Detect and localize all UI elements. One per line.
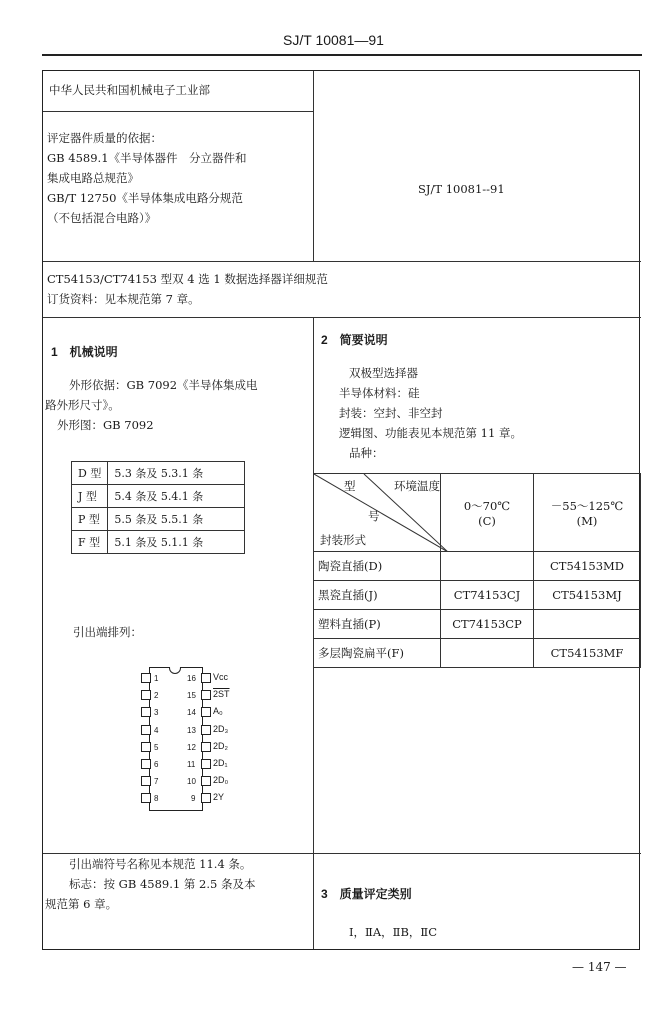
pin-pad	[141, 759, 151, 769]
variant-row	[314, 552, 641, 581]
sec2-line-3: 封装：空封、非空封	[339, 406, 443, 420]
basis-line-2: GB 4589.1《半导体器件 分立器件和	[47, 151, 247, 165]
page-number: — 147 —	[572, 960, 627, 974]
variant-m: CT54153MF	[534, 639, 641, 668]
basis-line-5: （不包括混合电路）》	[47, 211, 157, 225]
outline-type: P 型	[72, 508, 108, 531]
pin-pad	[201, 759, 211, 769]
col-m-range: －55～125℃	[550, 498, 624, 513]
pin-number: 13	[187, 725, 196, 735]
col-c-code: (C)	[478, 513, 496, 528]
outline-type: J 型	[72, 485, 108, 508]
sec1-line-3: 外形图：GB 7092	[57, 418, 154, 432]
variant-m: CT54153MJ	[534, 581, 641, 610]
sec2-line-2: 半导体材料：硅	[339, 386, 420, 400]
outline-row	[72, 462, 245, 485]
quality-classes: Ⅰ，ⅡA，ⅡB，ⅡC	[349, 925, 438, 939]
outline-type: F 型	[72, 531, 108, 554]
top-divider	[313, 71, 314, 261]
variant-c: CT74153CJ	[441, 581, 534, 610]
pin-number: 10	[187, 777, 196, 787]
basis-line-1: 评定器件质量的依据：	[47, 131, 162, 145]
variant-m: CT54153MD	[534, 552, 641, 581]
sec1-line-2: 路外形尺寸》。	[45, 398, 120, 412]
title-bottom-rule	[43, 317, 641, 318]
sec1-foot-1: 引出端符号名称见本规范 11.4 条。	[69, 857, 252, 871]
sec3-top-rule	[43, 853, 641, 854]
pin-number: 5	[154, 742, 159, 752]
pin-pad	[141, 707, 151, 717]
corner-cell	[314, 474, 441, 552]
outline-ref: 5.4 条及 5.4.1 条	[108, 485, 245, 508]
sec1-heading: 1 机械说明	[51, 345, 118, 359]
variant-row	[314, 610, 641, 639]
pin-label: 2D₂	[213, 740, 228, 751]
pin-pad	[201, 725, 211, 735]
sec2-line-5: 品种：	[349, 446, 384, 460]
outline-ref: 5.1 条及 5.1.1 条	[108, 531, 245, 554]
variant-c	[441, 639, 534, 668]
corner-temp: 环境温度	[394, 479, 440, 493]
variant-row	[314, 581, 641, 610]
pin-number: 15	[187, 691, 196, 701]
standard-code: SJ/T 10081--91	[418, 182, 505, 196]
variant-package: 塑料直插(P)	[314, 610, 441, 639]
variant-package: 黑瓷直插(J)	[314, 581, 441, 610]
outline-row	[72, 485, 245, 508]
corner-number: 号	[368, 509, 380, 523]
sec1-line-1: 外形依据：GB 7092《半导体集成电	[69, 378, 258, 392]
pin-pad	[141, 742, 151, 752]
corner-package: 封装形式	[320, 533, 366, 547]
pin-number: 6	[154, 760, 159, 769]
pin-number: 16	[187, 674, 196, 683]
basis-line-3: 集成电路总规范》	[47, 171, 139, 185]
outline-ref: 5.5 条及 5.5.1 条	[108, 508, 245, 531]
spec-title: CT54153/CT74153 型双 4 选 1 数据选择器详细规范	[47, 272, 328, 286]
pin-number: 7	[154, 777, 159, 787]
basis-line-4: GB/T 12750《半导体集成电路分规范	[47, 191, 243, 205]
variant-m	[534, 610, 641, 639]
pin-number: 1	[154, 674, 159, 683]
title-top-rule	[43, 261, 641, 262]
sec3-heading: 3 质量评定类别	[321, 887, 412, 901]
pin-number: 14	[187, 708, 196, 718]
pin-label: 2D₁	[213, 758, 228, 768]
sec2-line-1: 双极型选择器	[349, 366, 418, 380]
pin-pad	[141, 725, 151, 735]
col-m-header	[534, 474, 641, 552]
outline-row	[72, 531, 245, 554]
pin-number: 8	[154, 794, 159, 804]
pin-label: Vcc	[213, 672, 229, 682]
pin-pad	[201, 690, 211, 700]
sec1-foot-2: 标志：按 GB 4589.1 第 2.5 条及本	[69, 877, 256, 891]
variant-package: 多层陶瓷扁平(F)	[314, 639, 441, 668]
variant-c: CT74153CP	[441, 610, 534, 639]
pin-label: 2D₃	[213, 723, 229, 734]
col-c-range: 0～70℃	[463, 498, 511, 513]
sec1-foot-3: 规范第 6 章。	[45, 897, 118, 911]
variant-c	[441, 552, 534, 581]
pin-label: 2D₀	[213, 775, 229, 786]
col-c-header	[441, 474, 534, 552]
pin-label: 2Y	[213, 792, 225, 803]
pin-pad	[141, 690, 151, 700]
spec-frame	[42, 70, 640, 950]
pin-number: 4	[154, 725, 159, 735]
pin-number: 12	[187, 742, 196, 752]
outline-ref: 5.3 条及 5.3.1 条	[108, 462, 245, 485]
header-rule	[42, 54, 642, 56]
outline-table	[71, 461, 245, 554]
sec2-heading: 2 简要说明	[321, 333, 388, 347]
pin-heading: 引出端排列：	[73, 625, 142, 639]
issuer-rule	[43, 111, 313, 112]
pin-pad	[141, 776, 151, 786]
pin-label: A₀	[213, 706, 223, 717]
variant-table	[313, 473, 641, 668]
pin-pad	[201, 707, 211, 717]
pin-pad	[201, 793, 211, 803]
package-body	[149, 667, 203, 811]
pin-pad	[201, 673, 211, 683]
col-m-code: (M)	[576, 513, 598, 528]
pin-number: 9	[191, 794, 196, 804]
pin-pad	[141, 793, 151, 803]
corner-type: 型	[344, 479, 356, 493]
variant-row	[314, 639, 641, 668]
sec2-line-4: 逻辑图、功能表见本规范第 11 章。	[339, 426, 522, 440]
variant-package: 陶瓷直插(D)	[314, 552, 441, 581]
issuer: 中华人民共和国机械电子工业部	[49, 85, 210, 97]
pin-number: 11	[187, 760, 196, 769]
outline-type: D 型	[72, 462, 108, 485]
pin-pad	[201, 742, 211, 752]
running-header: SJ/T 10081—91	[283, 32, 384, 48]
outline-row	[72, 508, 245, 531]
pin-label: 2ST	[213, 689, 230, 700]
pin-number: 2	[154, 691, 159, 701]
pin-pad	[141, 673, 151, 683]
pin1-notch	[169, 662, 181, 674]
order-info: 订货资料：见本规范第 7 章。	[47, 292, 200, 306]
pin-pad	[201, 776, 211, 786]
pin-number: 3	[154, 708, 159, 718]
